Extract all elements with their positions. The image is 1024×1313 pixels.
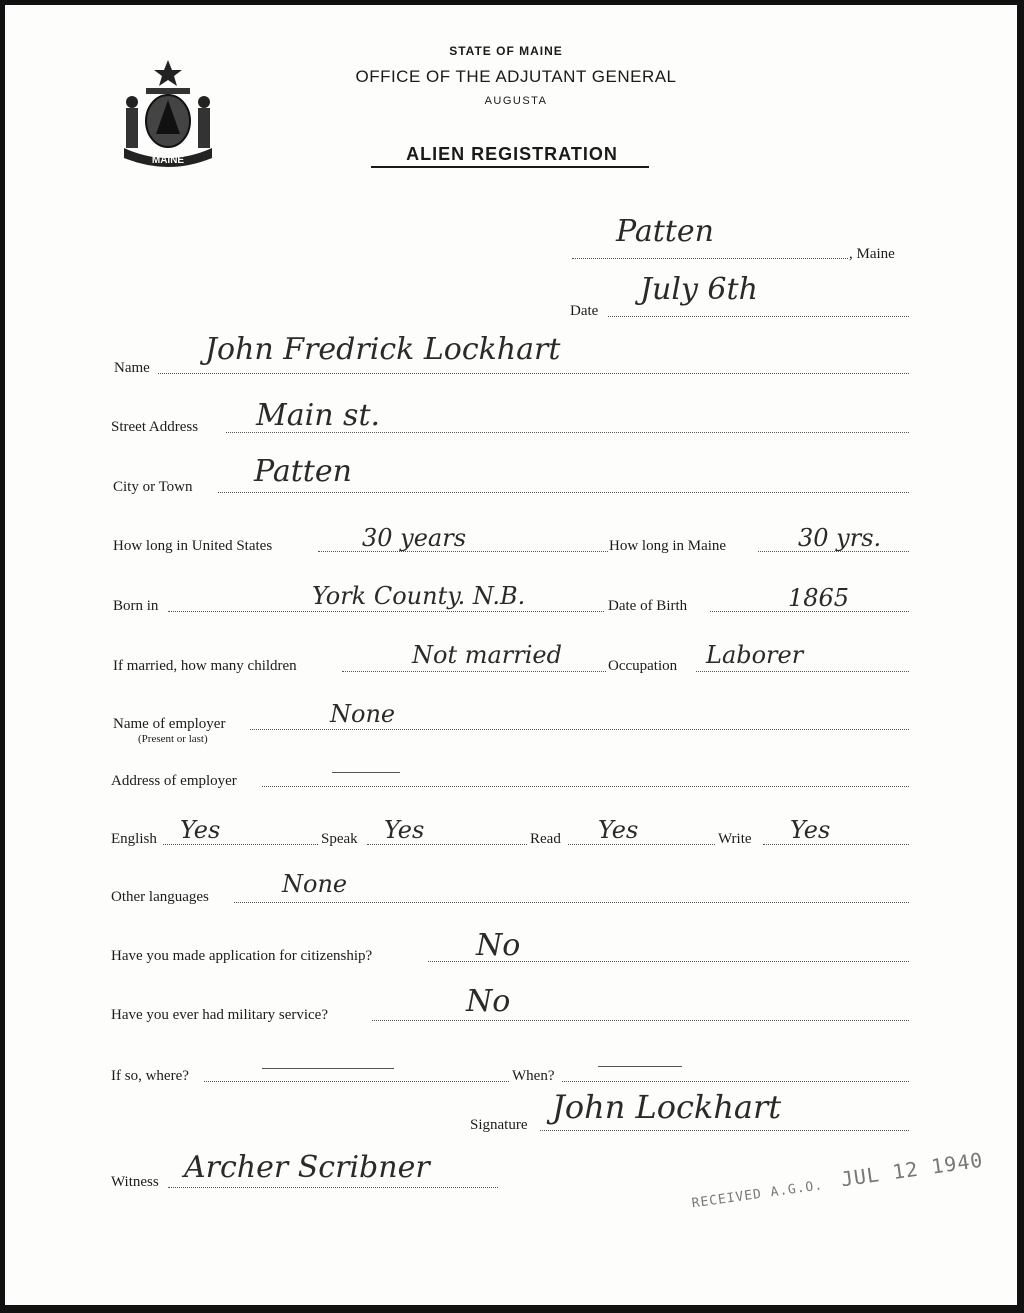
- signature-value: John Lockhart: [552, 1088, 782, 1126]
- write-label: Write: [718, 831, 752, 847]
- date-line: [608, 316, 909, 317]
- speak-label: Speak: [321, 831, 358, 847]
- when-dash: [598, 1066, 682, 1067]
- witness-label: Witness: [111, 1174, 159, 1190]
- when-label: When?: [512, 1068, 555, 1084]
- witness-line: [168, 1187, 498, 1188]
- military-value: No: [466, 984, 511, 1019]
- dob-value: 1865: [788, 584, 850, 612]
- form-title: ALIEN REGISTRATION: [406, 144, 618, 164]
- dob-label: Date of Birth: [608, 598, 688, 614]
- us-label: How long in United States: [113, 538, 273, 554]
- english-line: [163, 844, 318, 845]
- seal-text: MAINE: [151, 155, 185, 166]
- other-lang-value: None: [282, 870, 348, 898]
- where-label: If so, where?: [111, 1068, 189, 1084]
- witness-value: Archer Scribner: [184, 1150, 430, 1185]
- born-label: Born in: [113, 598, 159, 614]
- other-lang-label: Other languages: [111, 889, 209, 905]
- employer-label: Name of employer: [113, 716, 226, 732]
- street-label: Street Address: [111, 419, 199, 435]
- date-value: July 6th: [640, 272, 758, 307]
- citizenship-value: No: [476, 928, 521, 963]
- title-underline: [371, 166, 649, 168]
- citizenship-label: Have you made application for citizenship?: [111, 948, 373, 964]
- children-label: If married, how many children: [113, 658, 297, 674]
- english-value: Yes: [180, 816, 221, 844]
- town-value: Patten: [616, 214, 714, 249]
- us-value: 30 years: [362, 524, 467, 552]
- write-value: Yes: [790, 816, 831, 844]
- employer-addr-label: Address of employer: [111, 773, 237, 789]
- maine-label: How long in Maine: [609, 538, 727, 554]
- state-heading: STATE OF MAINE: [449, 44, 563, 58]
- maine-value: 30 yrs.: [798, 524, 882, 552]
- town-suffix: , Maine: [849, 246, 895, 262]
- english-label: English: [111, 831, 157, 847]
- employer-addr-dash: [332, 772, 400, 773]
- military-line: [372, 1020, 909, 1021]
- occupation-label: Occupation: [608, 658, 678, 674]
- city-heading: AUGUSTA: [484, 95, 548, 107]
- signature-line: [540, 1130, 909, 1131]
- write-line: [763, 844, 909, 845]
- read-value: Yes: [598, 816, 639, 844]
- name-value: John Fredrick Lockhart: [205, 332, 561, 367]
- employer-value: None: [330, 700, 396, 728]
- other-lang-line: [234, 902, 909, 903]
- children-line: [342, 671, 606, 672]
- town-line: [572, 258, 848, 259]
- name-label: Name: [114, 360, 150, 376]
- children-value: Not married: [412, 641, 562, 669]
- when-line: [562, 1081, 909, 1082]
- occupation-value: Laborer: [706, 641, 804, 669]
- city-label: City or Town: [113, 479, 193, 495]
- born-line: [168, 611, 604, 612]
- stamp-date: JUL 12 1940: [839, 1147, 985, 1192]
- stamp-received: RECEIVED A.G.O.: [690, 1178, 825, 1212]
- read-label: Read: [530, 831, 561, 847]
- office-heading: OFFICE OF THE ADJUTANT GENERAL: [355, 67, 677, 86]
- speak-value: Yes: [384, 816, 425, 844]
- employer-addr-line: [262, 786, 909, 787]
- speak-line: [367, 844, 527, 845]
- signature-label: Signature: [470, 1117, 528, 1133]
- city-value: Patten: [254, 454, 352, 489]
- occupation-line: [696, 671, 909, 672]
- read-line: [568, 844, 715, 845]
- where-dash: [262, 1068, 394, 1069]
- street-value: Main st.: [256, 398, 381, 433]
- employer-line: [250, 729, 909, 730]
- military-label: Have you ever had military service?: [111, 1007, 328, 1023]
- born-value: York County. N.B.: [312, 582, 526, 610]
- name-line: [158, 373, 909, 374]
- where-line: [204, 1081, 509, 1082]
- date-label: Date: [570, 303, 599, 319]
- employer-sublabel: (Present or last): [138, 733, 208, 745]
- city-line: [218, 492, 909, 493]
